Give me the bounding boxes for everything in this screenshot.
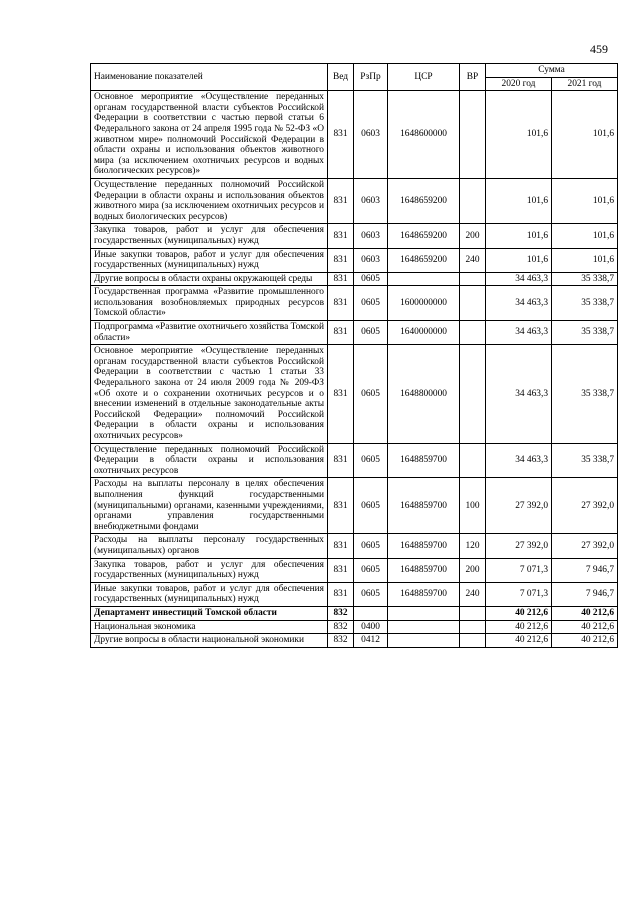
- table-row: [91, 534, 618, 558]
- row-2021-cell: 35 338,7: [552, 321, 618, 345]
- row-rzpr-cell: 0605: [354, 582, 388, 606]
- row-vr-cell: [460, 345, 486, 443]
- row-ved-cell: 831: [328, 91, 354, 179]
- row-name-cell: Другие вопросы в области национальной экономики: [91, 634, 328, 648]
- row-csr-cell: 1648600000: [388, 91, 460, 179]
- header-name: Наименование показателей: [91, 64, 328, 91]
- row-2021-cell: 101,6: [552, 248, 618, 272]
- row-name-cell: Другие вопросы в области охраны окружающей среды: [91, 272, 328, 286]
- table-body: [91, 91, 618, 648]
- row-name-cell: Иные закупки товаров, работ и услуг для обеспечения государственных (муниципальных) нужд: [91, 248, 328, 272]
- row-name-cell: Закупка товаров, работ и услуг для обеспечения государственных (муниципальных) нужд: [91, 558, 328, 582]
- row-csr-cell: [388, 620, 460, 634]
- row-ved-cell: 831: [328, 478, 354, 534]
- row-csr-cell: 1648800000: [388, 345, 460, 443]
- row-rzpr-cell: 0605: [354, 558, 388, 582]
- row-csr-cell: 1648659200: [388, 224, 460, 248]
- row-rzpr-cell: 0412: [354, 634, 388, 648]
- row-ved-cell: 832: [328, 606, 354, 620]
- row-2020-cell: 7 071,3: [486, 558, 552, 582]
- table-row: [91, 224, 618, 248]
- row-rzpr-cell: 0603: [354, 248, 388, 272]
- header-year-2020: 2020 год: [486, 77, 552, 91]
- row-vr-cell: [460, 178, 486, 223]
- row-2021-cell: 7 946,7: [552, 558, 618, 582]
- table-row: [91, 248, 618, 272]
- row-name-cell: Расходы на выплаты персоналу государственных (муниципальных) органов: [91, 534, 328, 558]
- row-vr-cell: [460, 443, 486, 478]
- budget-table: [90, 63, 618, 648]
- row-2020-cell: 34 463,3: [486, 321, 552, 345]
- row-csr-cell: [388, 634, 460, 648]
- table-row: [91, 443, 618, 478]
- row-ved-cell: 831: [328, 224, 354, 248]
- row-2020-cell: 34 463,3: [486, 345, 552, 443]
- row-ved-cell: 831: [328, 286, 354, 321]
- row-2021-cell: 101,6: [552, 91, 618, 179]
- row-2020-cell: 27 392,0: [486, 534, 552, 558]
- row-name-cell: Закупка товаров, работ и услуг для обеспечения государственных (муниципальных) нужд: [91, 224, 328, 248]
- row-ved-cell: 831: [328, 558, 354, 582]
- row-2021-cell: 27 392,0: [552, 478, 618, 534]
- row-rzpr-cell: 0605: [354, 478, 388, 534]
- row-2021-cell: 7 946,7: [552, 582, 618, 606]
- table-row: [91, 178, 618, 223]
- row-name-cell: Основное мероприятие «Осуществление переданных органам государственной власти субъектов Российской Федерации в соответствии с частью первой статьи 6 Федерального закона от 24 апреля 1995 года № 52-ФЗ «О животном мире» полномочий Российской Федерации в области охраны и использования объектов животного мира (за исключением охотничьих ресурсов и водных биологических ресурсов)»: [91, 91, 328, 179]
- row-name-cell: Департамент инвестиций Томской области: [91, 606, 328, 620]
- row-2021-cell: 40 212,6: [552, 620, 618, 634]
- row-vr-cell: 240: [460, 248, 486, 272]
- row-2020-cell: 40 212,6: [486, 620, 552, 634]
- header-sum: Сумма: [486, 64, 618, 78]
- row-rzpr-cell: 0605: [354, 286, 388, 321]
- row-rzpr-cell: 0603: [354, 178, 388, 223]
- table-row: [91, 558, 618, 582]
- row-name-cell: Подпрограмма «Развитие охотничьего хозяйства Томской области»: [91, 321, 328, 345]
- row-ved-cell: 831: [328, 321, 354, 345]
- row-name-cell: Расходы на выплаты персоналу в целях обеспечения выполнения функций государственными (муниципальными) органами, казенными учреждениями, органами управления государственными внебюджетными фондами: [91, 478, 328, 534]
- row-2021-cell: 35 338,7: [552, 345, 618, 443]
- row-2021-cell: 40 212,6: [552, 606, 618, 620]
- row-rzpr-cell: 0605: [354, 272, 388, 286]
- row-vr-cell: [460, 91, 486, 179]
- row-rzpr-cell: 0603: [354, 224, 388, 248]
- row-2021-cell: 27 392,0: [552, 534, 618, 558]
- row-csr-cell: 1648659200: [388, 248, 460, 272]
- row-ved-cell: 832: [328, 620, 354, 634]
- row-2020-cell: 101,6: [486, 224, 552, 248]
- table-row: [91, 582, 618, 606]
- header-year-2021: 2021 год: [552, 77, 618, 91]
- row-name-cell: Основное мероприятие «Осуществление переданных органам государственной власти субъектов Российской Федерации в соответствии с частью 1 статьи 33 Федерального закона от 24 июля 2009 года № 209-ФЗ «Об охоте и о сохранении охотничьих ресурсов и о внесении изменений в отдельные законодательные акты Российской Федерации» полномочий Российской Федерации в области охраны и использования охотничьих ресурсов»: [91, 345, 328, 443]
- table-row: [91, 620, 618, 634]
- row-2020-cell: 101,6: [486, 178, 552, 223]
- row-csr-cell: 1648859700: [388, 582, 460, 606]
- row-2020-cell: 7 071,3: [486, 582, 552, 606]
- row-rzpr-cell: 0605: [354, 321, 388, 345]
- row-vr-cell: [460, 321, 486, 345]
- row-name-cell: Осуществление переданных полномочий Российской Федерации в области охраны и использования охотничьих ресурсов: [91, 443, 328, 478]
- header-ved: Вед: [328, 64, 354, 91]
- row-vr-cell: [460, 620, 486, 634]
- row-vr-cell: [460, 606, 486, 620]
- row-ved-cell: 831: [328, 443, 354, 478]
- table-header-row: [91, 64, 618, 78]
- row-csr-cell: 1648859700: [388, 558, 460, 582]
- row-2021-cell: 40 212,6: [552, 634, 618, 648]
- header-rzpr: РзПр: [354, 64, 388, 91]
- row-ved-cell: 831: [328, 272, 354, 286]
- row-ved-cell: 831: [328, 248, 354, 272]
- row-2020-cell: 34 463,3: [486, 443, 552, 478]
- row-ved-cell: 831: [328, 582, 354, 606]
- row-rzpr-cell: 0605: [354, 345, 388, 443]
- row-2021-cell: 35 338,7: [552, 286, 618, 321]
- row-csr-cell: 1648659200: [388, 178, 460, 223]
- row-name-cell: Государственная программа «Развитие промышленного использования возобновляемых природных ресурсов Томской области»: [91, 286, 328, 321]
- row-2021-cell: 101,6: [552, 224, 618, 248]
- table-row: [91, 634, 618, 648]
- row-rzpr-cell: 0603: [354, 91, 388, 179]
- header-vr: ВР: [460, 64, 486, 91]
- row-vr-cell: 100: [460, 478, 486, 534]
- table-row: [91, 345, 618, 443]
- row-csr-cell: 1648859700: [388, 534, 460, 558]
- table-row: [91, 286, 618, 321]
- table-row: [91, 478, 618, 534]
- row-name-cell: Иные закупки товаров, работ и услуг для обеспечения государственных (муниципальных) нужд: [91, 582, 328, 606]
- row-rzpr-cell: 0605: [354, 443, 388, 478]
- row-ved-cell: 831: [328, 345, 354, 443]
- row-2021-cell: 35 338,7: [552, 443, 618, 478]
- row-rzpr-cell: [354, 606, 388, 620]
- table-row: [91, 91, 618, 179]
- row-2020-cell: 101,6: [486, 91, 552, 179]
- row-csr-cell: [388, 606, 460, 620]
- row-2020-cell: 27 392,0: [486, 478, 552, 534]
- row-csr-cell: 1648859700: [388, 478, 460, 534]
- row-csr-cell: 1648859700: [388, 443, 460, 478]
- row-rzpr-cell: 0400: [354, 620, 388, 634]
- row-rzpr-cell: 0605: [354, 534, 388, 558]
- row-ved-cell: 832: [328, 634, 354, 648]
- row-2020-cell: 40 212,6: [486, 634, 552, 648]
- table-row: [91, 606, 618, 620]
- row-2020-cell: 34 463,3: [486, 272, 552, 286]
- row-2020-cell: 34 463,3: [486, 286, 552, 321]
- table-row: [91, 272, 618, 286]
- row-ved-cell: 831: [328, 178, 354, 223]
- row-csr-cell: 1640000000: [388, 321, 460, 345]
- row-vr-cell: [460, 286, 486, 321]
- row-vr-cell: 240: [460, 582, 486, 606]
- row-vr-cell: [460, 634, 486, 648]
- row-name-cell: Осуществление переданных полномочий Российской Федерации в области охраны и использования объектов животного мира (за исключением охотничьих ресурсов и водных биологических ресурсов): [91, 178, 328, 223]
- row-vr-cell: 200: [460, 224, 486, 248]
- row-csr-cell: [388, 272, 460, 286]
- row-2021-cell: 35 338,7: [552, 272, 618, 286]
- row-csr-cell: 1600000000: [388, 286, 460, 321]
- page-number: 459: [590, 42, 608, 56]
- row-2020-cell: 101,6: [486, 248, 552, 272]
- row-ved-cell: 831: [328, 534, 354, 558]
- row-vr-cell: 120: [460, 534, 486, 558]
- row-2021-cell: 101,6: [552, 178, 618, 223]
- row-vr-cell: 200: [460, 558, 486, 582]
- header-csr: ЦСР: [388, 64, 460, 91]
- row-vr-cell: [460, 272, 486, 286]
- row-name-cell: Национальная экономика: [91, 620, 328, 634]
- row-2020-cell: 40 212,6: [486, 606, 552, 620]
- table-row: [91, 321, 618, 345]
